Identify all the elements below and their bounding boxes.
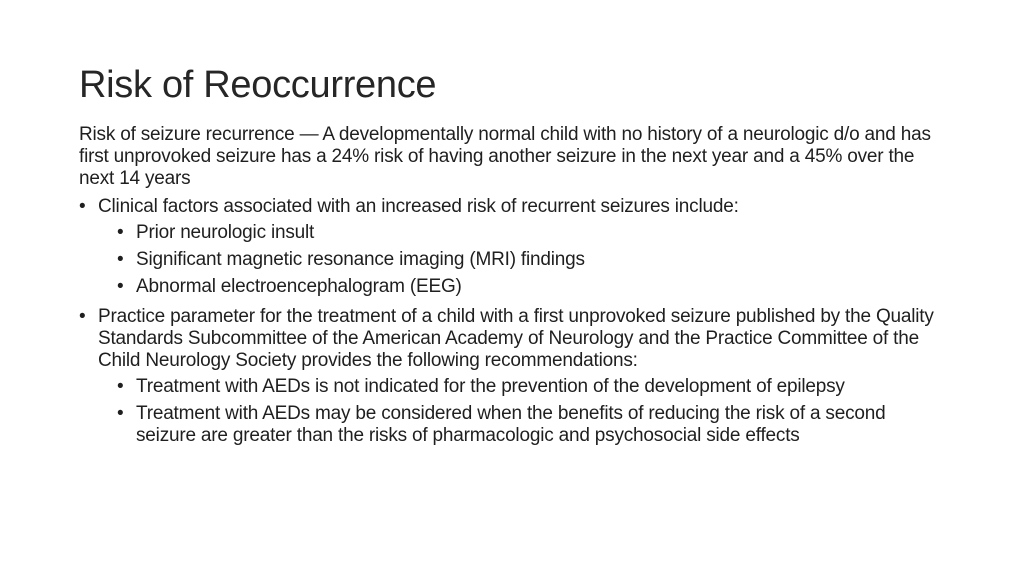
- sub-bullet-text: Treatment with AEDs is not indicated for the prevention of the development of epilepsy: [136, 376, 845, 397]
- sub-bullet-text: Prior neurologic insult: [136, 222, 315, 243]
- bullet-clinical-factors: [79, 196, 939, 218]
- sub-bullet-mri-findings: [117, 249, 939, 271]
- bullet-text: Clinical factors associated with an increased risk of recurrent seizures include:: [98, 196, 739, 217]
- bullet-dot-icon: •: [117, 249, 124, 270]
- slide-title: Risk of Reoccurrence: [79, 64, 437, 106]
- bullet-dot-icon: •: [79, 196, 86, 217]
- sub-bullet-text: Treatment with AEDs may be considered when the benefits of reducing the risk of a second seizure are greater than the risks of pharmacologic and psychosocial side effects: [136, 403, 886, 446]
- sub-bullet-abnormal-eeg: [117, 276, 939, 298]
- bullet-dot-icon: •: [117, 222, 124, 243]
- sub-bullet-text: Significant magnetic resonance imaging (MRI) findings: [136, 249, 585, 270]
- bullet-dot-icon: •: [117, 376, 124, 397]
- sub-bullet-list: [79, 222, 939, 298]
- sub-bullet-list: [79, 376, 939, 447]
- bullet-group-practice-parameter: [79, 306, 939, 447]
- bullet-practice-parameter: [79, 306, 939, 372]
- bullet-dot-icon: •: [117, 403, 124, 424]
- bullet-dot-icon: •: [117, 276, 124, 297]
- bullet-group-clinical-factors: [79, 196, 939, 298]
- sub-bullet-text: Abnormal electroencephalogram (EEG): [136, 276, 462, 297]
- bullet-dot-icon: •: [79, 306, 86, 327]
- bullet-text: Practice parameter for the treatment of a child with a first unprovoked seizure published by the Quality Standards Subcommittee of the American Academy of Neurology and the Practice Committee of the Child Neurology Society provides the following recommendations:: [98, 306, 934, 371]
- sub-bullet-aeds-may-be-considered: [117, 403, 939, 447]
- sub-bullet-aeds-not-indicated: [117, 376, 939, 398]
- slide-body: [79, 124, 939, 455]
- intro-paragraph: Risk of seizure recurrence — A developmentally normal child with no history of a neurologic d/o and has first unprovoked seizure has a 24% risk of having another seizure in the next year and a 45% over the next 14 years: [79, 124, 931, 189]
- sub-bullet-prior-insult: [117, 222, 939, 244]
